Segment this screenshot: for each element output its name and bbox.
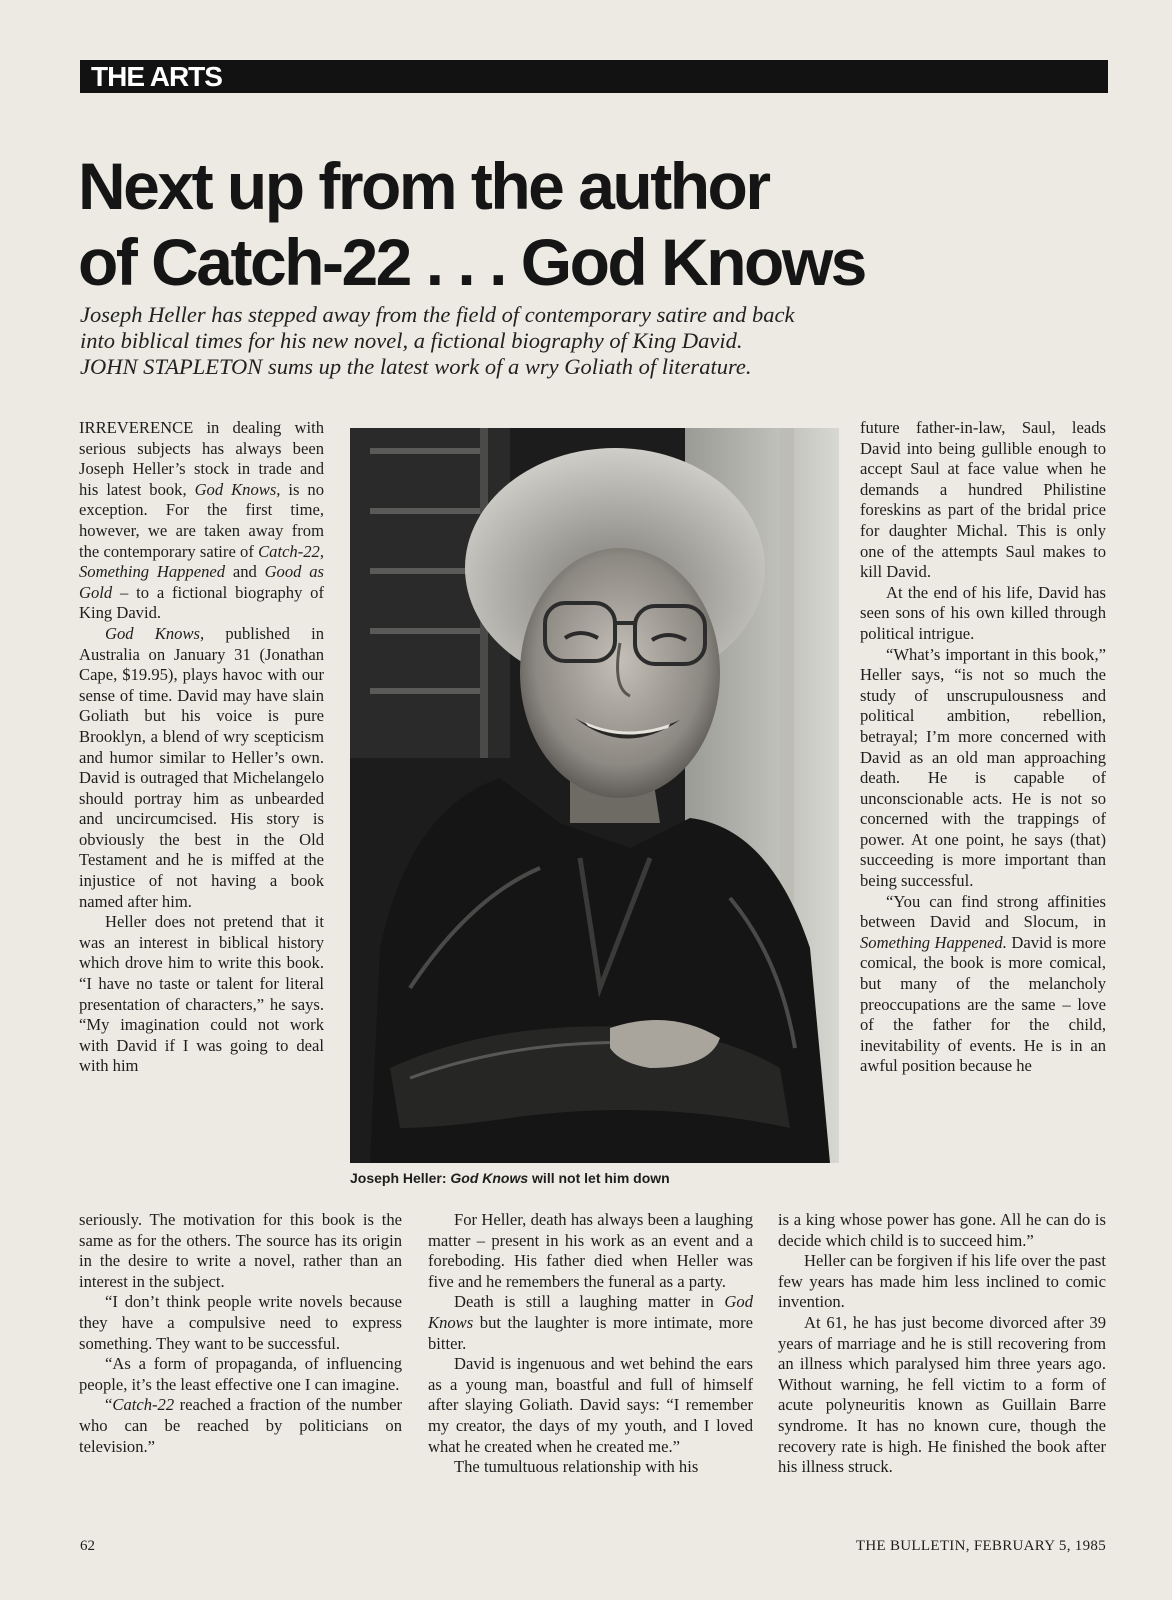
paragraph-5: “As a form of propaganda, of influencing people, it’s the least effective one I can imagine. <box>79 1354 402 1394</box>
standfirst-line-3: JOHN STAPLETON sums up the latest work of a wry Goliath of literature. <box>80 354 752 379</box>
headline-line-1: Next up from the author <box>78 149 769 223</box>
paragraph-m2: Death is still a laughing matter in God Knows but the laughter is more intimate, more bitter. <box>428 1292 753 1353</box>
paragraph-r4-continued: is a king whose power has gone. All he can do is decide which child is to succeed him.” <box>778 1210 1106 1250</box>
body-column-middle <box>428 1210 753 1478</box>
paragraph-r3: “What’s important in this book,” Heller says, “is not so much the study of unscrupulousness and political ambition, rebellion, betrayal; I’m more concerned with David as an old man approaching death. He is capable of unconscionable acts. He is not so concerned with the trappings of power. At one point, he says (that) succeeding is more important than being successful. <box>860 644 1106 891</box>
paragraph-r5: Heller can be forgiven if his life over the past few years has made him less inclined to comic invention. <box>778 1251 1106 1312</box>
paragraph-6: “Catch-22 reached a fraction of the number who can be reached by politicians on television.” <box>79 1395 402 1456</box>
paragraph-1: IRREVERENCE in dealing with serious subjects has always been Joseph Heller’s stock in trade and his latest book, God Knows, is no exception. For the first time, however, we are taken away from the contemporary satire of Catch-22, Something Happened and Good as Gold – to a fictional biography of King David. <box>79 418 325 623</box>
section-label: THE ARTS <box>91 61 222 92</box>
body-column-right-top <box>860 418 1106 1077</box>
portrait-image <box>350 428 839 1163</box>
paragraph-r6: At 61, he has just become divorced after 39 years of marriage and he is still recovering from an illness which paralysed him three years ago. Without warning, he fell victim to a form of acute polyneuritis known as Guillain Barre syndrome. It has no known cure, though the recovery rate is high. He finished the book after his illness struck. <box>778 1312 1106 1477</box>
paragraph-3-continued: seriously. The motivation for this book is the same as for the others. The source has its origin in the desire to write a novel, rather than an interest in the subject. <box>79 1210 402 1291</box>
paragraph-4: “I don’t think people write novels because they have a compulsive need to express something. They want to be successful. <box>79 1292 402 1353</box>
standfirst-line-1: Joseph Heller has stepped away from the field of contemporary satire and back <box>80 302 795 327</box>
paragraph-r1: future father-in-law, Saul, leads David into being gullible enough to accept Saul at face value when he demands a hundred Philistine foreskins as part of the bridal price for daughter Michal. This is only one of the attempts Saul makes to kill David. <box>860 418 1106 582</box>
paragraph-m4: The tumultuous relationship with his <box>454 1457 699 1477</box>
standfirst <box>80 302 1080 380</box>
paragraph-m3: David is ingenuous and wet behind the ears as a young man, boastful and full of himself after slaying Goliath. David says: “I remember my creator, the days of my youth, and I loved what he created when he created me.” <box>428 1354 753 1456</box>
headline-line-2: of Catch-22 . . . God Knows <box>78 225 865 299</box>
body-column-right-bottom <box>778 1210 1106 1478</box>
paragraph-2: God Knows, published in Australia on January 31 (Jonathan Cape, $19.95), plays havoc with our sense of time. David may have slain Goliath but his voice is pure Brooklyn, a blend of wry scepticism and humor similar to Heller’s own. David is outraged that Michelangelo should portray him as unbearded and uncircumcised. His story is obviously the best in the Old Testament and he is miffed at the injustice of not having a book named after him. <box>79 623 325 911</box>
article-headline <box>78 148 1078 300</box>
standfirst-line-2: into biblical times for his new novel, a fictional biography of King David. <box>80 328 743 353</box>
paragraph-3: Heller does not pretend that it was an interest in biblical history which drove him to write this book. “I have no taste or talent for literal presentation of characters,” he says. “My imagination could not work with David if I was going to deal with him <box>79 912 324 1076</box>
section-banner <box>80 60 1108 93</box>
paragraph-m1: For Heller, death has always been a laughing matter – present in his work as an event and a foreboding. His father died when Heller was five and he remembers the funeral as a party. <box>428 1210 753 1291</box>
paragraph-r4: “You can find strong affinities between David and Slocum, in Something Happened. David is more comical, the book is more comical, but many of the melancholy preoccupations are the same – love of the father for the child, inevitability of events. He is in an awful position because he <box>860 891 1106 1076</box>
paragraph-r2: At the end of his life, David has seen sons of his own killed through political intrigue. <box>860 582 1106 643</box>
publication-footer: THE BULLETIN, FEBRUARY 5, 1985 <box>855 1538 1106 1554</box>
author-photo <box>350 428 839 1163</box>
body-column-left-bottom <box>79 1210 402 1457</box>
body-column-left-top <box>79 418 324 1077</box>
page-number: 62 <box>80 1538 95 1554</box>
photo-caption: Joseph Heller: God Knows will not let him down <box>350 1170 670 1186</box>
